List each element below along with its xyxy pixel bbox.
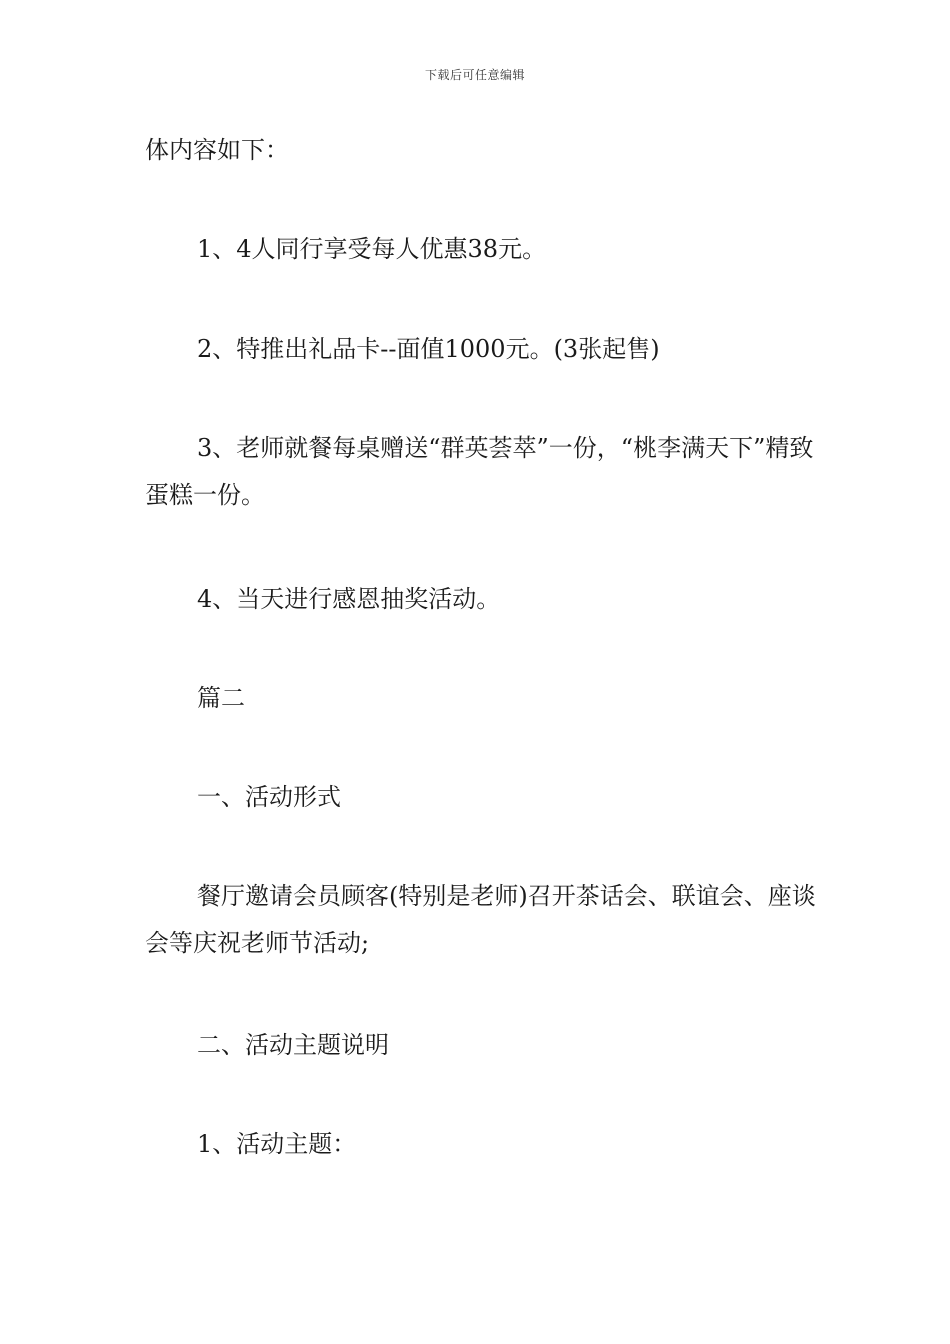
paragraph-activity-form: 餐厅邀请会员顾客(特别是老师)召开茶话会、联谊会、座谈会等庆祝老师节活动; — [145, 882, 816, 957]
paragraph-item-1: 1、4人同行享受每人优惠38元。 — [197, 235, 547, 263]
paragraph-item-2: 2、特推出礼品卡--面值1000元。(3张起售) — [197, 335, 660, 363]
paragraph-item-4: 4、当天进行感恩抽奖活动。 — [197, 585, 501, 613]
section-heading-part-two: 篇二 — [197, 684, 245, 712]
heading-activity-theme: 二、活动主题说明 — [197, 1031, 389, 1059]
paragraph-theme-item-1: 1、活动主题： — [197, 1130, 357, 1158]
paragraph-item-3: 3、老师就餐每桌赠送“群英荟萃”一份，“桃李满天下”精致蛋糕一份。 — [145, 434, 814, 509]
page-header: 下载后可任意编辑 — [424, 68, 525, 82]
paragraph-intro: 体内容如下： — [145, 136, 289, 164]
heading-activity-form: 一、活动形式 — [197, 783, 341, 811]
